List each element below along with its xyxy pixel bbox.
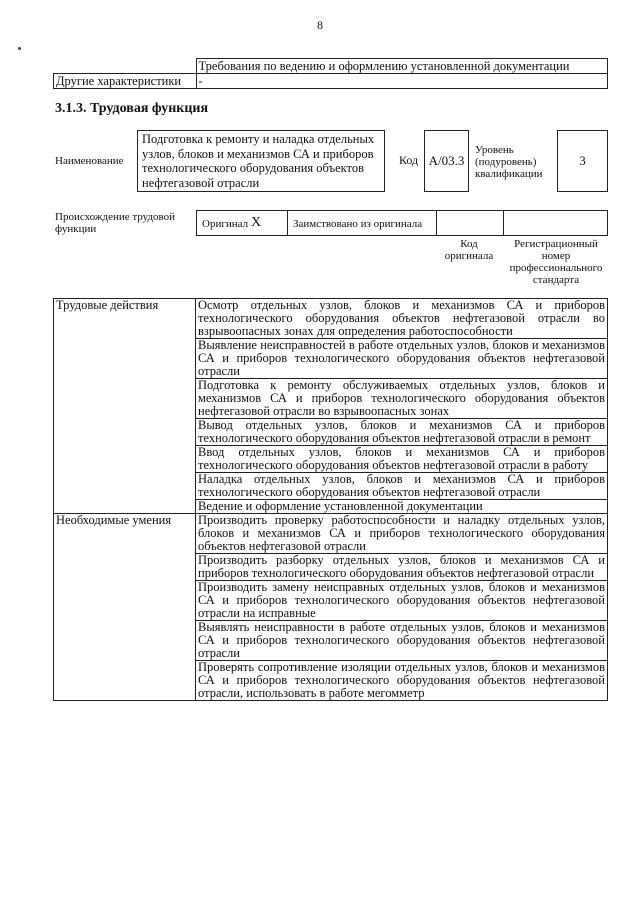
table-row: Производить замену неисправных отдельных узлов, блоков и механизмов СА и приборов технологического оборудования объектов нефтегазовой отрасли на исправные xyxy=(196,581,608,621)
doc-requirements-cell: Требования по ведению и оформлению установленной документации xyxy=(196,59,608,74)
labor-function-table xyxy=(53,298,608,701)
name-label: Наименование xyxy=(55,155,124,167)
other-characteristics-label: Другие характеристики xyxy=(54,74,197,89)
section-title: 3.1.3. Трудовая функция xyxy=(55,101,209,116)
page-number: 8 xyxy=(317,18,323,32)
origin-table xyxy=(196,210,608,236)
table-row: Вывод отдельных узлов, блоков и механизмов СА и приборов технологического оборудования объектов нефтегазовой отрасли в ремонт xyxy=(196,419,608,446)
origin-label: Происхождение трудовой функции xyxy=(55,211,176,235)
table-row: Проверять сопротивление изоляции отдельных узлов, блоков и механизмов СА и приборов технологического оборудования объектов нефтегазовой отрасли, использовать в работе мегомметр xyxy=(196,661,608,701)
level-label: Уровень (подуровень) квалификации xyxy=(475,144,543,180)
table-row: Производить проверку работоспособности и наладку отдельных узлов, блоков и механизмов СА и приборов технологического оборудования объектов нефтегазовой отрасли xyxy=(196,514,608,554)
original-label: Оригинал xyxy=(202,218,249,230)
original-cell xyxy=(197,211,288,235)
level-value: 3 xyxy=(557,130,608,192)
table-row: Выявлять неисправности в работе отдельных узлов, блоков и механизмов СА и приборов технологического оборудования объектов нефтегазовой отрасли xyxy=(196,621,608,661)
code-value: А/03.3 xyxy=(424,130,469,192)
scan-speck xyxy=(18,47,21,50)
empty-cell xyxy=(54,59,197,74)
table-row: Осмотр отдельных узлов, блоков и механизмов СА и приборов технологического оборудования объектов нефтегазовой отрасли во взрывоопасных зонах для определения работоспособности xyxy=(196,299,608,339)
table-row: Ведение и оформление установленной документации xyxy=(196,500,608,514)
function-name-value: Подготовка к ремонту и наладка отдельных узлов, блоков и механизмов СА и приборов технологического оборудования объектов нефтегазовой отрасли xyxy=(137,130,385,192)
code-original-caption: Код оригинала xyxy=(444,238,494,262)
code-label: Код xyxy=(399,153,419,167)
reg-number-caption: Регистрационный номер профессионального стандарта xyxy=(509,238,603,286)
borrowed-label: Заимствовано из оригинала xyxy=(293,218,423,230)
origin-code-cell xyxy=(436,211,504,235)
table-row: Ввод отдельных узлов, блоков и механизмов СА и приборов технологического оборудования объектов нефтегазовой отрасли в работу xyxy=(196,446,608,473)
table-row: Выявление неисправностей в работе отдельных узлов, блоков и механизмов СА и приборов технологического оборудования объектов нефтегазовой отрасли xyxy=(196,339,608,379)
table-row: Производить разборку отдельных узлов, блоков и механизмов СА и приборов технологического оборудования объектов нефтегазовой отрасли xyxy=(196,554,608,581)
required-skills-header: Необходимые умения xyxy=(54,514,196,701)
labor-actions-header: Трудовые действия xyxy=(54,299,196,514)
original-mark: Х xyxy=(251,215,262,230)
characteristics-table xyxy=(53,58,608,89)
table-row: Подготовка к ремонту обслуживаемых отдельных узлов, блоков и механизмов СА и приборов технологического оборудования объектов нефтегазовой отрасли во взрывоопасных зонах xyxy=(196,379,608,419)
table-row: Наладка отдельных узлов, блоков и механизмов СА и приборов технологического оборудования объектов нефтегазовой отрасли xyxy=(196,473,608,500)
other-characteristics-value: - xyxy=(196,74,608,89)
